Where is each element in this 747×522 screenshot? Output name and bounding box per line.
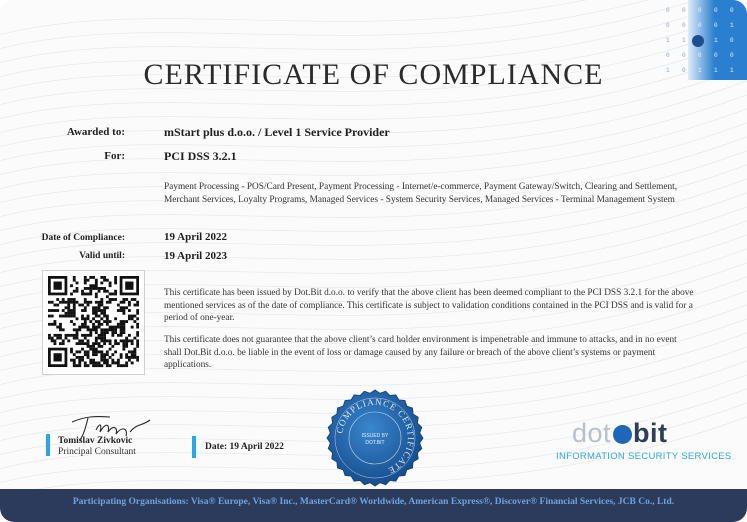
binary-digit: 0	[730, 7, 734, 14]
binary-digit: 0	[682, 22, 686, 29]
binary-digit: 1	[666, 37, 670, 44]
signatory-role: Principal Consultant	[58, 447, 136, 457]
paragraph-line: This certificate does not guarantee that the above client’s card holder environment is impenetrable and immune to attacks, and in no event	[164, 335, 677, 345]
binary-digit: 0	[730, 52, 734, 59]
paragraph-line: period of one-year.	[164, 313, 235, 323]
paragraph-line: This certificate has been issued by Dot.Bit d.o.o. to verify that the above client has been deemed compliant to the PCI DSS 3.2.1 for the above	[164, 288, 694, 298]
qr-code-icon	[48, 276, 139, 369]
paragraph-line: mentioned services as of the date of compliance. This certificate is subject to validation conditions contained in the PCI DSS and is valid for a	[164, 300, 693, 311]
paragraph-line: applications.	[164, 360, 212, 370]
signature-date: Date: 19 April 2022	[205, 442, 284, 452]
awarded-label: Awarded to:	[66, 126, 125, 138]
binary-digit: 1	[682, 37, 686, 44]
services-line: Merchant Services, Loyalty Programs, Managed Services - System Security Services, Managed Services - Terminal Management System	[164, 194, 675, 205]
dotbit-logo	[572, 418, 668, 449]
binary-digit: 0	[682, 52, 686, 59]
binary-digit: 1	[698, 67, 702, 74]
logo-circle-icon	[613, 425, 632, 444]
qr-code	[42, 270, 145, 375]
awarded-value: mStart plus d.o.o. / Level 1 Service Provider	[164, 125, 390, 139]
binary-digit: 1	[714, 67, 718, 74]
binary-digit: 0	[682, 7, 686, 14]
seal-center-line: DOT.BIT	[365, 440, 385, 446]
date-accent-bar	[192, 436, 196, 458]
binary-digit: 1	[666, 67, 670, 74]
compliance-seal-icon	[325, 388, 425, 488]
valid-until-label: Valid until:	[79, 251, 125, 261]
binary-digit: 0	[730, 37, 734, 44]
for-value: PCI DSS 3.2.1	[164, 149, 237, 163]
logo-text-bit: bit	[633, 418, 668, 448]
binary-digit: 0	[682, 67, 686, 74]
signature-accent-bar	[46, 434, 50, 456]
binary-digit: 0	[698, 7, 702, 14]
paragraph-line: shall Dot.Bit d.o.o. be liable in the event of loss or damage caused by any failure or breach of the above client’s systems or payment	[164, 347, 656, 358]
binary-digit: 0	[666, 7, 670, 14]
services-text	[164, 181, 677, 206]
services-line: Payment Processing - POS/Card Present, Payment Processing - Internet/e-commerce, Payment Gateway/Switch, Clearing and Settlement,	[164, 182, 678, 192]
date-of-compliance-value: 19 April 2022	[164, 231, 227, 243]
seal-center-line: ISSUED BY	[361, 433, 389, 439]
disclaimer-paragraph	[164, 334, 677, 372]
binary-digit: 1	[714, 37, 718, 44]
signatory-name: Tomislav Zivkovic	[58, 436, 133, 446]
binary-digit: 0	[698, 52, 702, 59]
binary-digit: 0	[714, 7, 718, 14]
for-label: For:	[104, 150, 125, 162]
binary-digit: 0	[698, 22, 702, 29]
valid-until-value: 19 April 2023	[164, 250, 227, 262]
binary-digit: 0	[714, 52, 718, 59]
binary-digit: 1	[730, 22, 734, 29]
binary-digit: 0	[714, 22, 718, 29]
logo-text-dot: dot	[572, 418, 612, 448]
date-of-compliance-label: Date of Compliance:	[41, 233, 125, 243]
validity-paragraph	[164, 287, 694, 325]
seal-ring-text: COMPLIANCE CERTIFICATE	[334, 396, 417, 477]
certificate-title: CERTIFICATE OF COMPLIANCE	[143, 58, 604, 91]
footer-text: Participating Organisations: Visa® Europe, Visa® Inc., MasterCard® Worldwide, American Express®, Discover® Financial Services, JCB Co., Ltd.	[72, 497, 675, 507]
binary-digit: 0	[666, 52, 670, 59]
logo-tagline: INFORMATION SECURITY SERVICES	[556, 451, 732, 462]
binary-digit: 0	[666, 22, 670, 29]
binary-digit: 1	[730, 67, 734, 74]
wave-line	[0, 0, 747, 54]
